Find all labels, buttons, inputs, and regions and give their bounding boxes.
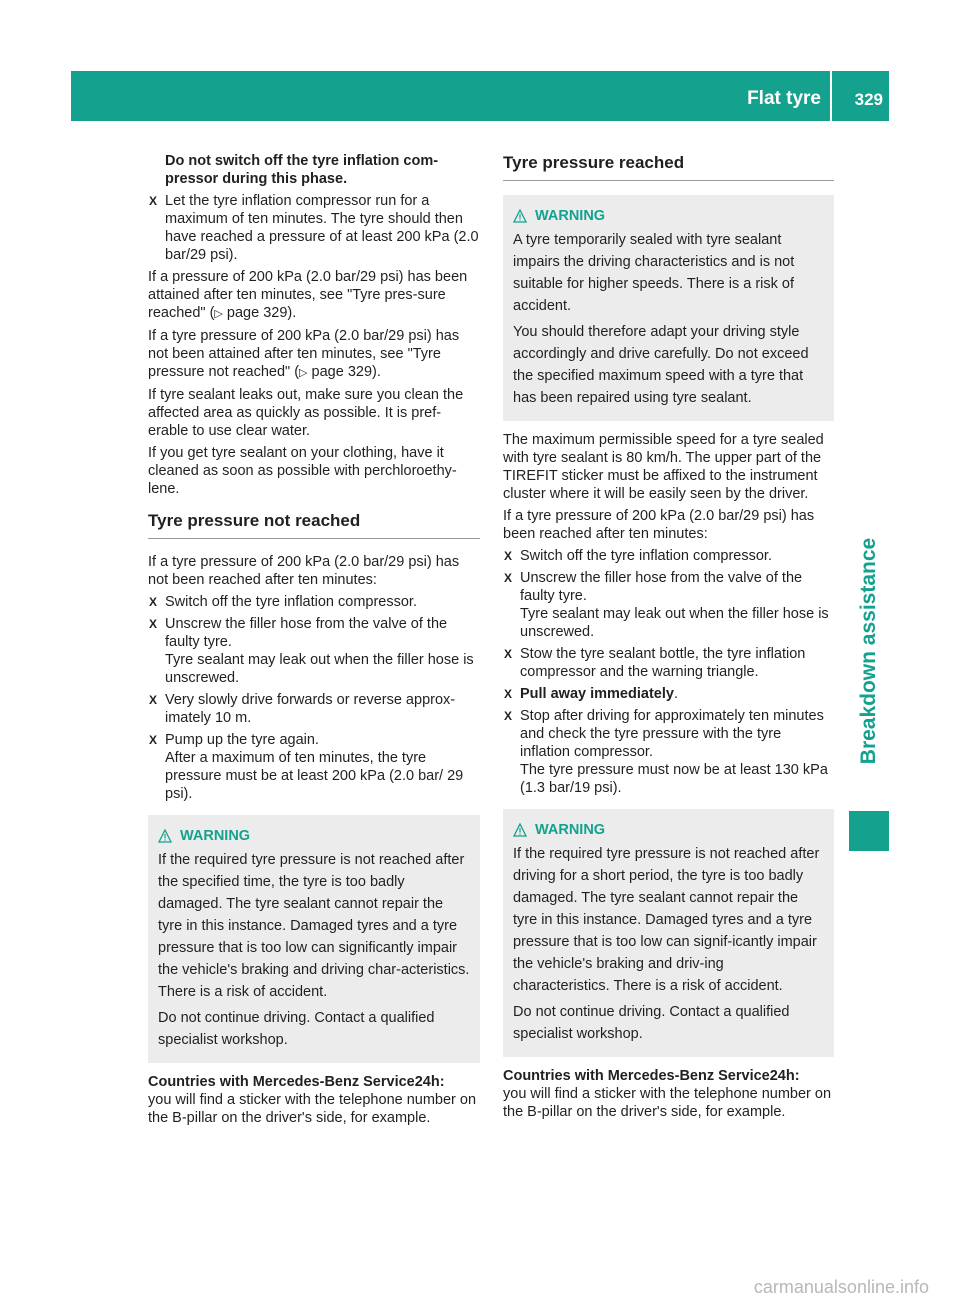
warning-text: You should therefore adapt your driving style accordingly and drive carefully. Do not exceed the specified maximum speed with a tyre that has been repaired using tyre sealant. (513, 324, 809, 406)
countries-title: Countries with Mercedes-Benz Service24h: (503, 1068, 800, 1084)
page-number: 329 (854, 90, 883, 109)
paragraph: If tyre sealant leaks out, make sure you clean the affected area as quickly as possible. It is pref-erable to use clear water. (148, 387, 464, 439)
intro-warning-text: Do not switch off the tyre inflation com- pressor during this phase. (165, 153, 439, 187)
bullet-icon: X (504, 709, 513, 723)
warning-title: WARNING (180, 828, 251, 844)
warning-title: WARNING (535, 822, 606, 838)
bullet-icon: X (149, 617, 158, 631)
page-ref-icon: ▷ (299, 367, 308, 379)
warning-box (503, 809, 834, 1057)
warning-triangle-icon (158, 829, 172, 843)
watermark: carmanualsonline.info (753, 1277, 929, 1297)
warning-text: Do not continue driving. Contact a qualified specialist workshop. (158, 1010, 435, 1048)
side-tab (849, 516, 889, 786)
warning-text: If the required tyre pressure is not reached after the specified time, the tyre is too badly damaged. The tyre sealant cannot repair the tyre in this instance. Damaged tyres and a tyre pressure that is too low can significantly impair the vehicle's braking and driving char-acteristics. There is a risk of accident. (158, 852, 470, 1000)
warning-text: If the required tyre pressure is not reached after driving for a short period, the tyre is too badly damaged. The tyre sealant cannot repair the tyre in this instance. Damaged tyres and a tyre pressure that is too low can signif-icantly impair the vehicle's braking and driv-ing characteristics. There is a risk of accident. (513, 846, 820, 994)
list-item-text: Stow the tyre sealant bottle, the tyre inflation compressor and the warning triangle. (520, 646, 806, 680)
warning-box (148, 815, 480, 1063)
side-marker (849, 811, 889, 851)
list-item-result: Tyre sealant may leak out when the filler hose is unscrewed. (165, 652, 474, 686)
right-column (503, 152, 834, 1125)
list-item-text: Stop after driving for approximately ten minutes and check the tyre pressure with the tyre inflation compressor. (520, 708, 824, 760)
page-ref-icon: ▷ (214, 308, 223, 320)
side-tab-label: Breakdown assistance (857, 537, 880, 765)
list-item-text: Switch off the tyre inflation compressor. (165, 594, 417, 610)
list-item (148, 731, 480, 803)
list-item-result: Tyre sealant may leak out when the filler hose is unscrewed. (520, 606, 829, 640)
list-item-text: Let the tyre inflation compressor run for a maximum of ten minutes. The tyre should then have reached a pressure of at least 200 kPa (2.0 bar/29 psi). (165, 193, 479, 263)
bullet-icon: X (504, 647, 513, 661)
list-item-text: Very slowly drive forwards or reverse approx-imately 10 m. (165, 692, 456, 726)
list-item-text: Switch off the tyre inflation compressor. (520, 548, 772, 564)
left-column (148, 152, 480, 1131)
header-divider (830, 71, 832, 121)
list-item (503, 707, 834, 797)
paragraph: If you get tyre sealant on your clothing, have it cleaned as soon as possible with perchloroethy-lene. (148, 445, 457, 497)
page-link[interactable]: page 329). (226, 305, 297, 321)
warning-triangle-icon (513, 209, 527, 223)
list-item-text: Pump up the tyre again. (165, 732, 319, 748)
paragraph: If a tyre pressure of 200 kPa (2.0 bar/29 psi) has been reached after ten minutes: (503, 508, 815, 542)
header-bar (71, 71, 889, 121)
countries-title: Countries with Mercedes-Benz Service24h: (148, 1074, 445, 1090)
bullet-icon: X (504, 549, 513, 563)
list-item-result: The tyre pressure must now be at least 130 kPa (1.3 bar/19 psi). (520, 762, 828, 796)
bullet-icon: X (149, 194, 158, 208)
warning-text: Do not continue driving. Contact a qualified specialist workshop. (513, 1004, 790, 1042)
bullet-icon: X (149, 693, 158, 707)
warning-header (158, 825, 470, 847)
bullet-icon: X (504, 687, 513, 701)
countries-text: you will find a sticker with the telephone number on the B-pillar on the driver's side, for example. (148, 1092, 477, 1126)
paragraph: If a tyre pressure of 200 kPa (2.0 bar/29 psi) has not been reached after ten minutes: (148, 554, 460, 588)
list-item (503, 547, 834, 565)
paragraph: If a tyre pressure of 200 kPa (2.0 bar/29 psi) has not been attained after ten minutes, see "Tyre pressure not reached" (▷ page 329). (148, 328, 460, 380)
bullet-icon: X (149, 733, 158, 747)
heading-tyre-pressure-reached: Tyre pressure reached (503, 152, 834, 181)
list-item (148, 691, 480, 727)
section-title: Flat tyre (747, 88, 821, 109)
warning-header (513, 819, 824, 841)
page-link[interactable]: page 329). (311, 364, 381, 380)
list-item (503, 569, 834, 641)
warning-header (513, 205, 824, 227)
heading-tyre-pressure-not-reached: Tyre pressure not reached (148, 510, 480, 539)
list-item (148, 192, 480, 264)
list-item (148, 615, 480, 687)
list-item (148, 593, 480, 611)
warning-title: WARNING (535, 208, 606, 224)
list-item (503, 645, 834, 681)
list-item-text: Pull away immediately (520, 686, 674, 702)
paragraph: The maximum permissible speed for a tyre sealed with tyre sealant is 80 km/h. The upper part of the TIREFIT sticker must be affixed to the instrument cluster where it will be easily seen by the driver. (503, 432, 824, 502)
list-item-result: After a maximum of ten minutes, the tyre pressure must be at least 200 kPa (2.0 bar/ 29 psi). (165, 750, 464, 802)
warning-text: A tyre temporarily sealed with tyre sealant impairs the driving characteristics and is not suitable for higher speeds. There is a risk of accident. (513, 232, 795, 314)
bullet-icon: X (504, 571, 513, 585)
warning-box (503, 195, 834, 421)
paragraph: If a pressure of 200 kPa (2.0 bar/29 psi) has been attained after ten minutes, see "Tyre pres-sure reached" (▷ page 329). (148, 269, 468, 321)
bullet-icon: X (149, 595, 158, 609)
list-item: X Pull away immediately. (504, 686, 678, 702)
warning-triangle-icon (513, 823, 527, 837)
countries-text: you will find a sticker with the telephone number on the B-pillar on the driver's side, for example. (503, 1086, 832, 1120)
list-item-text: Unscrew the filler hose from the valve of the faulty tyre. (165, 616, 448, 650)
list-item-text: Unscrew the filler hose from the valve of the faulty tyre. (520, 570, 803, 604)
